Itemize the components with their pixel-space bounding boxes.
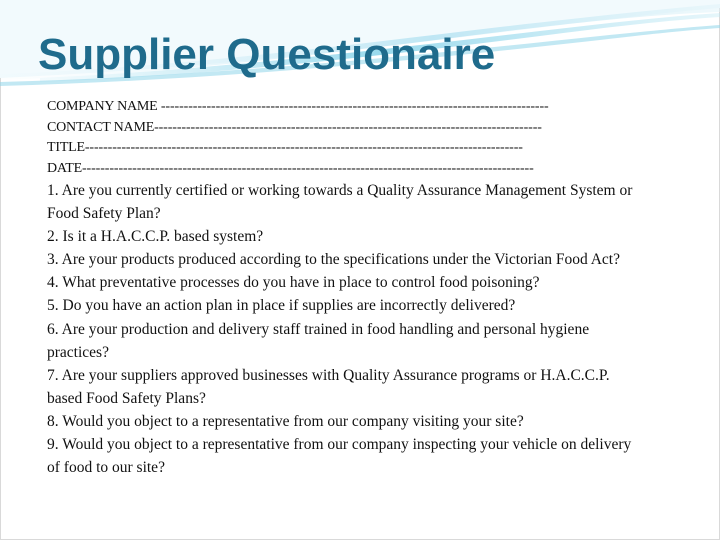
field-label: COMPANY NAME [47,99,161,114]
question-1: 1. Are you currently certified or working towards a Quality Assurance Management System or Food Safety Plan? [47,182,633,223]
field-blank-line: --------------------------------------------------------------------------------------------------- [81,160,534,176]
question-4: 4. What preventative processes do you have in place to control food poisoning? [47,274,540,292]
question-2: 2. Is it a H.A.C.C.P. based system? [47,228,264,246]
form-fields [47,97,667,179]
field-blank-line: ------------------------------------------------------------------------------------------------ [84,140,523,155]
field-blank-line: ------------------------------------------------------------------------------------- [160,99,549,114]
page-title: Supplier Questionaire [38,30,496,79]
field-label: TITLE [47,140,85,155]
contact-name-field [47,118,667,139]
field-label: DATE [47,160,82,176]
question-5: 5. Do you have an action plan in place if supplies are incorrectly delivered? [47,297,516,315]
field-blank-line: ------------------------------------------------------------------------------------- [154,119,542,135]
title-field [47,138,667,159]
question-3: 3. Are your products produced according to the specifications under the Victorian Food Act? [47,251,620,269]
question-9: 9. Would you object to a representative from our company inspecting your vehicle on delivery of food to our site? [47,436,632,477]
date-field [47,159,667,180]
question-6: 6. Are your production and delivery staff trained in food handling and personal hygiene practices? [47,320,590,361]
field-label: CONTACT NAME [47,119,155,135]
question-7: 7. Are your suppliers approved businesses with Quality Assurance programs or H.A.C.C.P. based Food Safety Plans? [47,366,610,407]
question-list [47,179,637,479]
question-8: 8. Would you object to a representative from our company visiting your site? [47,412,524,430]
company-name-field [47,97,667,118]
